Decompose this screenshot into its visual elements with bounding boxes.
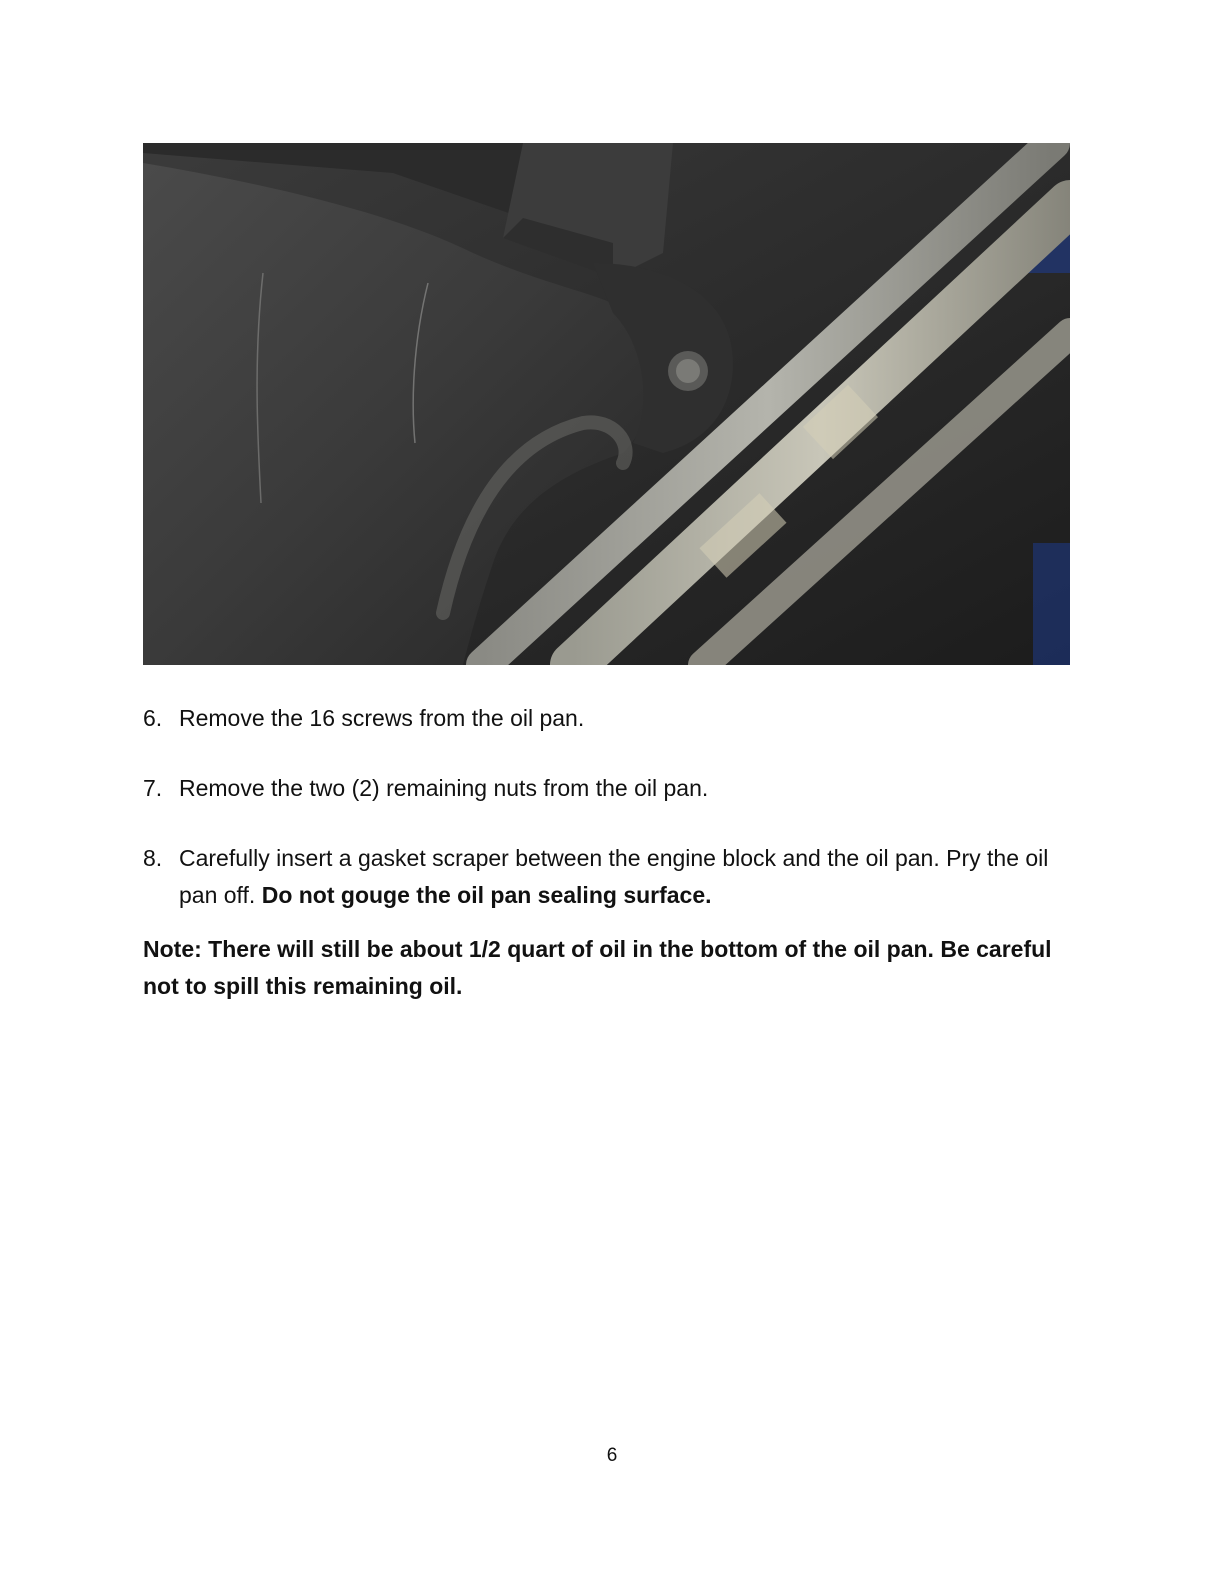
step-text: Remove the two (2) remaining nuts from the oil pan. [179,775,709,801]
page-number: 6 [606,1445,618,1466]
step-number: 7. [143,775,163,801]
step-number: 8. [143,845,163,871]
step-8 [143,840,1083,914]
oil-pan-photo [143,143,1070,665]
step-text: Remove the 16 screws from the oil pan. [179,705,585,731]
step-7 [143,770,1083,807]
note: Note: There will still be about 1/2 quart of oil in the bottom of the oil pan. Be careful not to spill this remaining oil. [143,936,1052,999]
step-text: Carefully insert a gasket scraper between the engine block and the oil pan. Pry the oil pan off. [179,845,1049,908]
step-number: 6. [143,705,163,731]
step-6 [143,700,1083,737]
step-list [143,700,1083,928]
step-warning: Do not gouge the oil pan sealing surface. [261,882,712,908]
oil-pan-photo-image [143,143,1070,665]
